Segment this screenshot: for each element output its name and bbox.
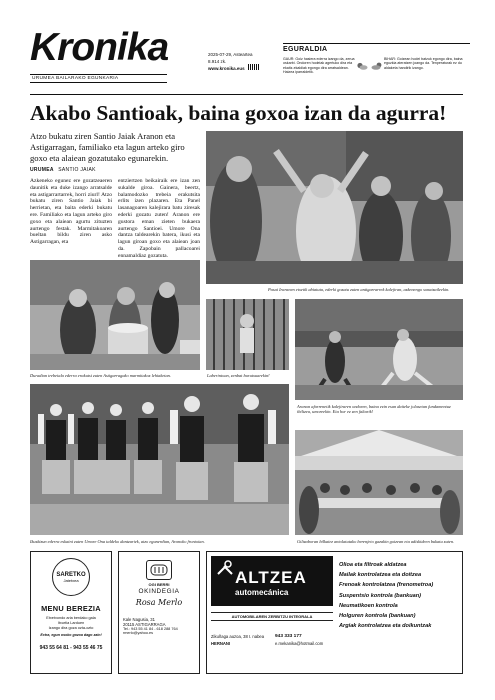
okindegia-city: 20115 ASTIGARRAGA	[123, 622, 166, 627]
photo-traditional-dancers	[30, 384, 289, 535]
article-headline: Akabo Santioak, baina goxoa izan da agurra!	[30, 101, 447, 125]
saretko-tag: Jatetxea	[63, 577, 79, 583]
article-column-2	[118, 178, 200, 267]
saretko-logo	[52, 558, 90, 596]
altzea-tagline: AUTOMOBILAREN ZERBITZU INTEGRALA	[211, 612, 333, 621]
photo-child-bars	[206, 299, 289, 370]
photo-dance-night	[295, 299, 463, 400]
altzea-address: Zikuñaga auzoa, 38 I. nabea	[211, 634, 265, 639]
altzea-email: e.mekanika@hotmail.com	[275, 641, 324, 646]
caption-bars: Laberintoan, zenbat burutxuarekin!	[207, 373, 270, 378]
ad-altzea[interactable]	[206, 551, 463, 674]
weather-title: EGURALDIA	[283, 46, 328, 53]
service-item: Holguren kontrola (bankuan)	[339, 613, 416, 620]
ad-okindegia[interactable]	[118, 551, 200, 674]
saretko-note: Extra, egun osoko gozoa dago zain!	[40, 633, 102, 637]
saretko-line-2: Itxurtia Larduen	[57, 621, 85, 625]
saretko-title: MENU BEREZIA	[41, 604, 101, 613]
okindegia-email: rmerlo@yahoo.es	[123, 631, 154, 635]
masthead-date: 2025-07-29, Asteartea	[208, 52, 253, 57]
okindegia-address: Kale Nagusia, 31	[123, 617, 155, 622]
altzea-town: HERNANI	[211, 641, 231, 646]
service-item: Argiak kontrolatzea eta doikuntzak	[339, 623, 432, 630]
article-lead: Atzo bukatu ziren Santio Jaiak Aranon eta Astigarragan, familiako eta lagun arteko giro goxo eta alaiean gozatutako egunarekin.	[30, 131, 185, 163]
byline-place: URUMEA	[30, 167, 54, 173]
masthead-site: www.kronika.eus	[208, 66, 245, 71]
masthead-logo: Kronika	[30, 26, 169, 69]
altzea-name: ALTZEA	[235, 568, 307, 587]
masthead	[30, 22, 470, 92]
wrench-icon	[216, 560, 234, 576]
article-column-1	[30, 178, 112, 247]
ad-saretko[interactable]	[30, 551, 112, 674]
bread-icon	[146, 560, 172, 580]
barcode	[248, 64, 260, 70]
saretko-line-1: Etxetxondo aria berdako gala	[46, 616, 96, 620]
byline-topic: SANTIO JAIAK	[58, 167, 96, 173]
service-item: Olioa eta filtroak aldatzea	[339, 562, 407, 568]
headline-rule	[30, 94, 463, 95]
photo-tent-meal	[295, 430, 463, 535]
caption-tent: Giltzaboran bilkaiez antolatutako berenjeto gazakin goizean eta adiskideen bukatu zuten.	[297, 539, 455, 544]
altzea-sub: automecánica	[235, 588, 289, 597]
service-item: Suspentsio kontrola (bankuan)	[339, 592, 422, 599]
altzea-logo-block	[211, 556, 333, 606]
column-1-text: Azkeneko egunez ere gozatzeaeren daunitik eta duke izango arratsalde eta astigarrartarrek, horri ziurl! Atzo bukatu ziren Santio Jaiak bi herrietan, eta baita ederki bukatu ere. Familiako eta lagun arteko giro goxo eta alaiean agurtu zituzten aurtengo festak. Marmitakoaren bueltan bildu ziren asko Astigarragan, eta	[30, 178, 112, 246]
photo-cooking-contest	[30, 260, 200, 370]
sun-cloud-icon	[356, 57, 368, 65]
masthead-subtitle: URUMEA BAILARAKO EGUNKARIA	[30, 74, 167, 83]
cloud-sun-icon	[371, 57, 383, 65]
column-2-text: entziertzen beikairaik ere izan zen sukalde giroa. Gainera, beertz, balamodozko trebeia erakutsita erlits izen plazaren. Eta Panel lasanagoaren kalejirara batu ziresak ederki gozatu zuten! Aranon ere gustora eman zieten bukaera aurtengo Santioei. Umore Ona dantza taldearekin batera, ikusi eta lagun giroan goxo eta alaiean joan da. Zapobain pallacoarei ennamaldiaz gozatuta.	[118, 178, 200, 259]
altzea-phone: 943 333 177	[275, 634, 302, 639]
weather-today: GAUR: Goiz hasiera ederra izango da, zerua oskarbi. Ondoren hodeiak agertuko dira eta ekaitz-ekaldiak egongo dira arratsaldean. Haizea iparraldetik.	[283, 57, 355, 74]
service-item: Mailak kontrolatzea eta doitzea	[339, 572, 422, 579]
byline	[30, 167, 96, 173]
weather-tomorrow: BIHAR: Goizean hodei batzuk egongo dira, baina eguzkia ateratzen joango da. Tenperaturak ez du aldaketa handirik izango.	[384, 57, 463, 70]
weather-box	[283, 43, 470, 83]
okindegia-brand: OGI BERRI	[148, 582, 170, 587]
okindegia-script: Rosa Merlo	[135, 598, 183, 607]
photo-main-dancing	[206, 131, 463, 284]
service-item: Frenoak kontrolatzea (frenometroa)	[339, 582, 434, 589]
altzea-services	[339, 560, 461, 631]
caption-dance: Aranon afarrenetik kalejiraren ondoren, baina ezin esan daiteke jolasetan fundamentuz ibiltzea, umoreekin. Eta hor ez zen faltarik!	[297, 404, 451, 414]
masthead-number: 8.914 zk.	[208, 59, 227, 64]
saretko-name: SARETKO	[56, 571, 86, 578]
okindegia-title: OKINDEGIA	[138, 588, 180, 595]
caption-cooking: Duradian trebeiala ederra erakutsi zuten Astigarragako marmitakoz lehiaketan.	[30, 373, 171, 378]
okindegia-phone: Tel.: 943 55 41 84 - 618 288 764	[123, 627, 178, 631]
saretko-line-3: Izango dira goza ozta-ozto	[48, 626, 94, 630]
saretko-phones: 943 55 64 81 - 943 55 46 75	[39, 645, 103, 651]
service-item: Neumatikoen kontrola	[339, 602, 398, 609]
caption-costume: Ikuskizun ederra eskaini zuten Umore Ona taldeko dantzariek, atzo egunerdian, Aranoko frontoian.	[30, 539, 205, 544]
caption-main: Pasai Iraranen etxetik abiatuta, ederki gozatu zuten antigarrarrek kalejiran, azkenengo sonatzaileekin.	[268, 287, 450, 292]
